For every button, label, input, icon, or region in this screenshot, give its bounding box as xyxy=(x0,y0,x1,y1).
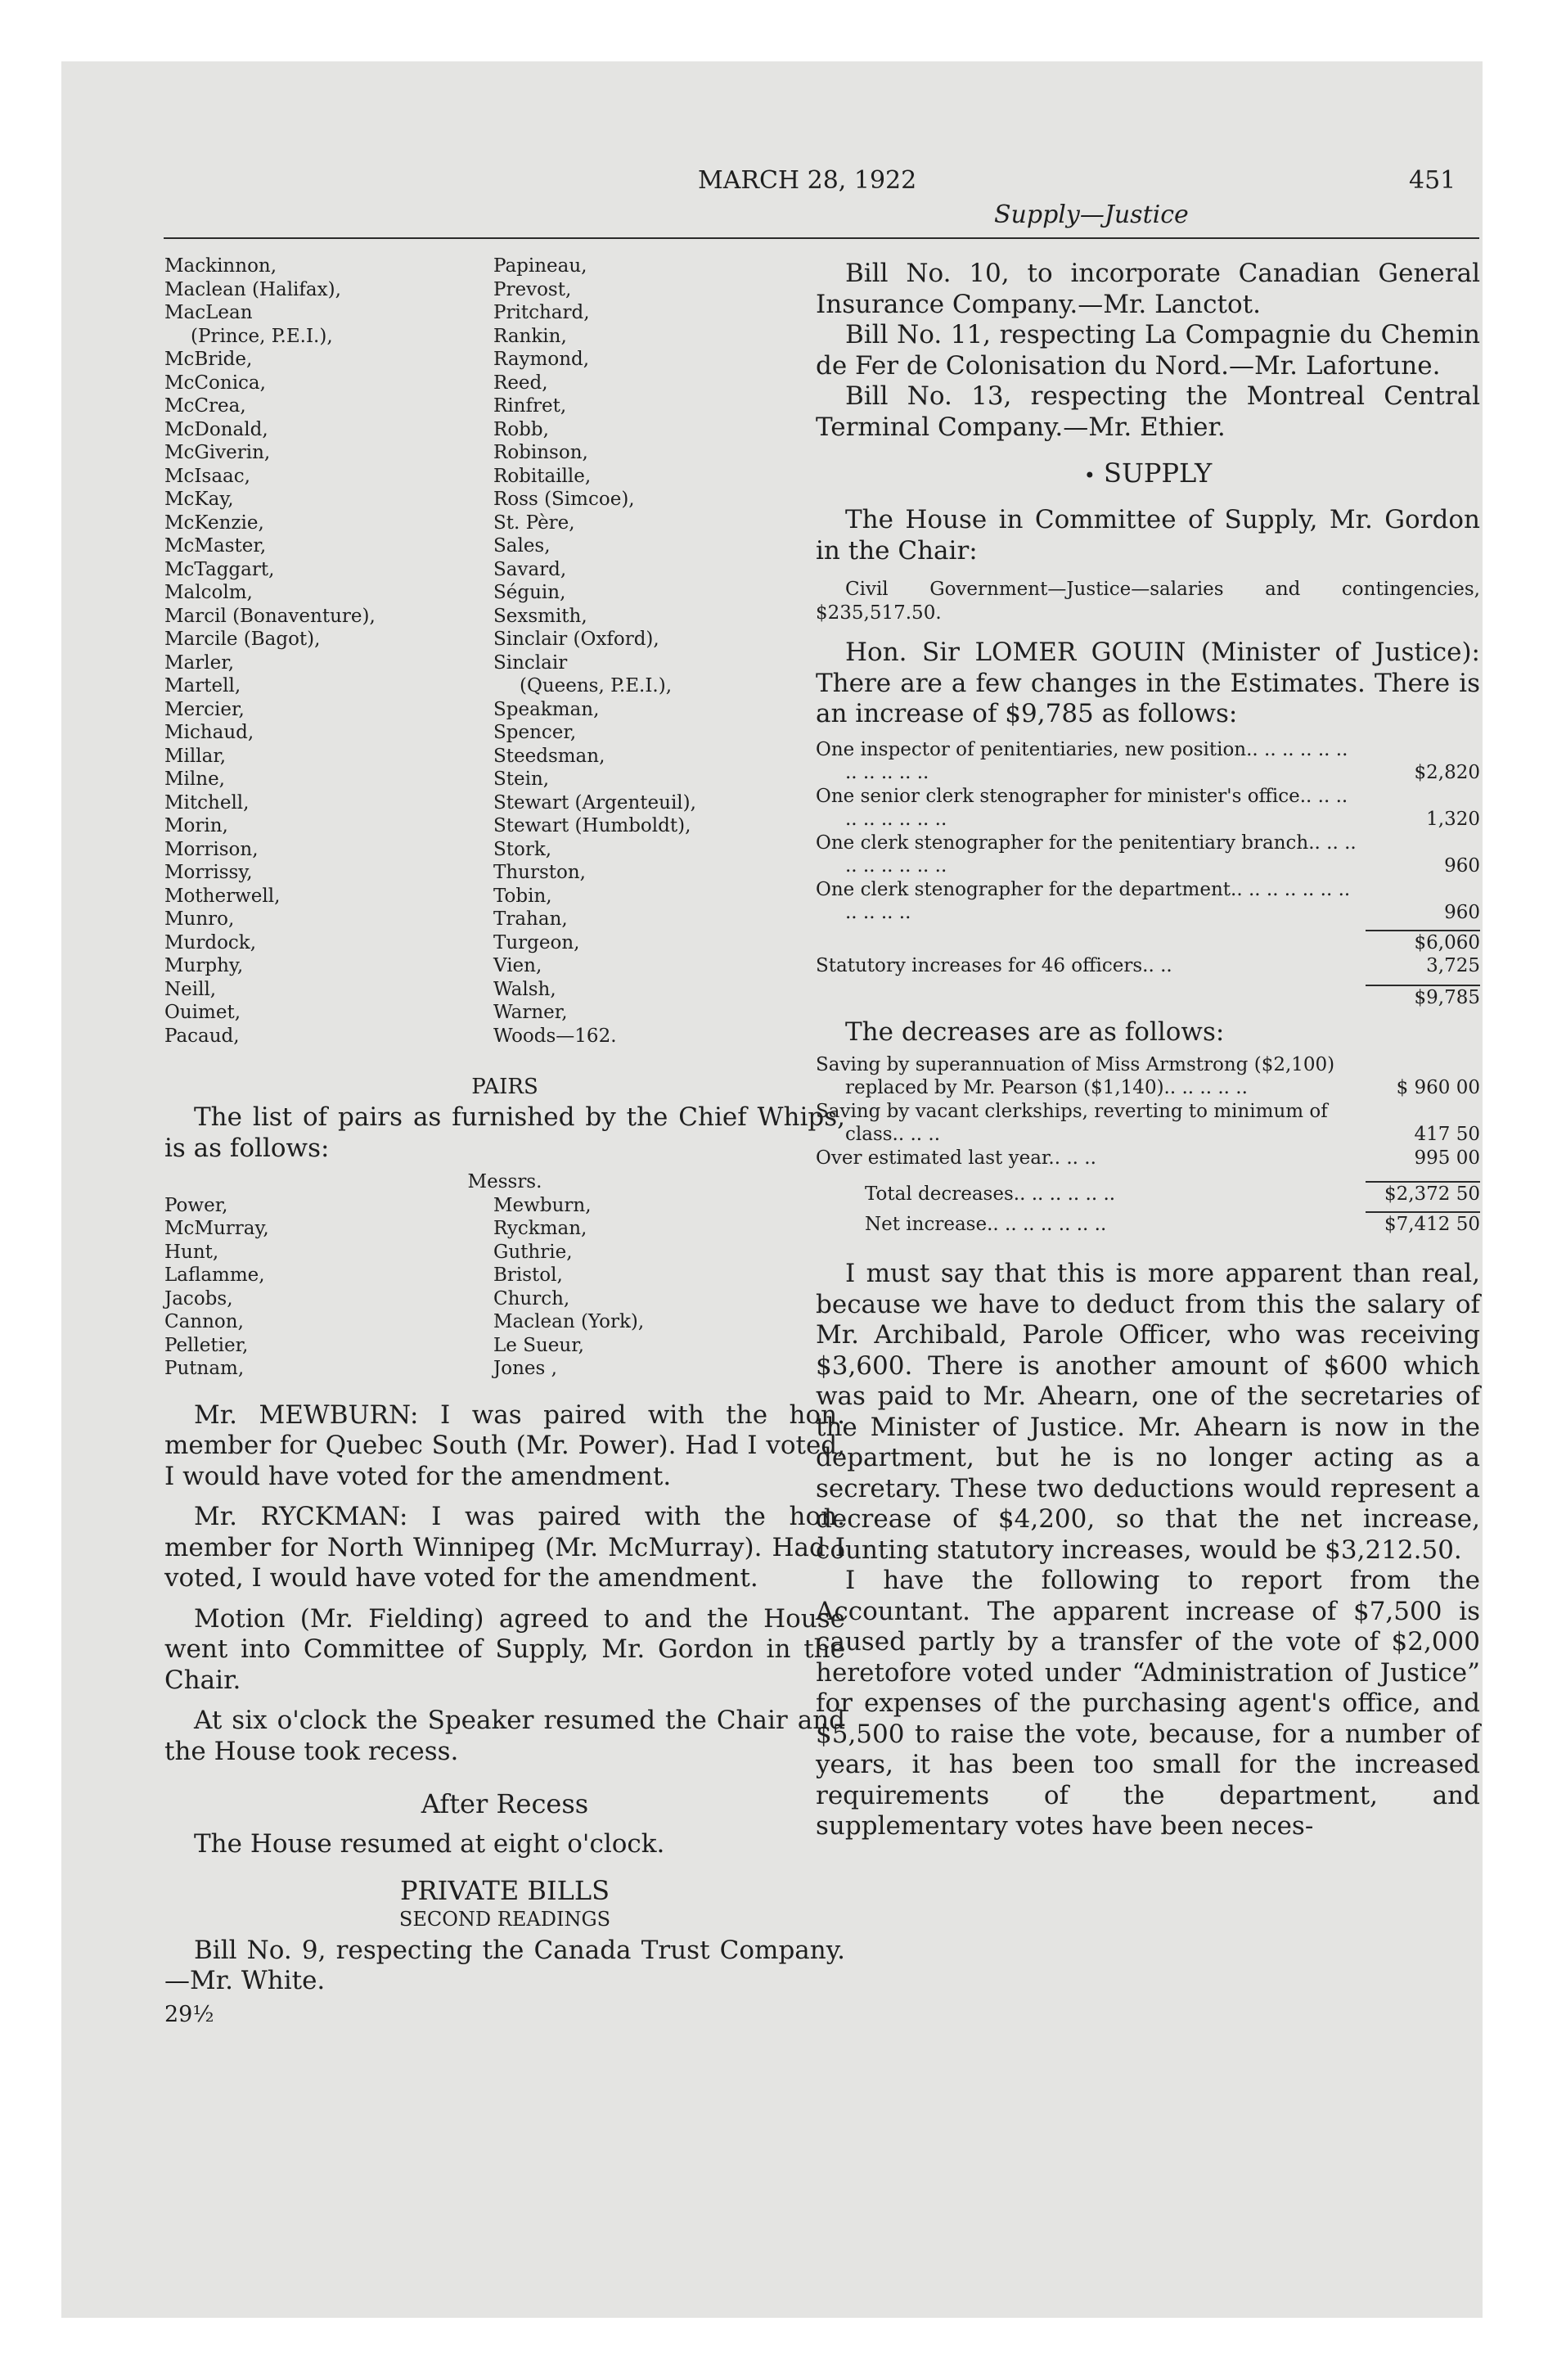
estimate-row xyxy=(816,832,1480,878)
vote-name: Vien, xyxy=(493,955,542,976)
pair-name: Putnam, xyxy=(164,1358,245,1379)
pairs-heading: PAIRS xyxy=(471,1075,538,1099)
estimate-amount: 960 xyxy=(1444,855,1480,877)
page-number: 451 xyxy=(1409,166,1456,195)
vote-name: McKenzie, xyxy=(164,512,264,534)
vote-name: Sinclair xyxy=(493,651,568,674)
pair-name: Maclean (York), xyxy=(493,1311,645,1332)
vote-name: Warner, xyxy=(493,1002,568,1023)
vote-name: Reed, xyxy=(493,372,548,394)
motion-paragraph: Motion (Mr. Fielding) agreed to and the House went into Committee of Supply, Mr. Gordon in the Chair. xyxy=(164,1603,845,1695)
pair-name: Pelletier, xyxy=(164,1334,249,1356)
decreases-table xyxy=(816,1053,1480,1170)
vote-name: (Queens, P.E.I.), xyxy=(520,675,673,696)
net-increase-row xyxy=(816,1211,1480,1237)
vote-name: Morin, xyxy=(164,815,228,836)
subtotal-row xyxy=(816,925,1480,955)
vote-name: Sales, xyxy=(493,535,551,557)
net-increase-amount: $7,412 50 xyxy=(1366,1211,1480,1237)
estimate-row xyxy=(816,738,1480,785)
vote-name: Robitaille, xyxy=(493,465,592,487)
pair-name: Jacobs, xyxy=(164,1287,233,1309)
total-decreases-amount: $2,372 50 xyxy=(1366,1181,1480,1206)
vote-name: Malcolm, xyxy=(164,582,253,603)
vote-name: Stork, xyxy=(493,838,552,860)
bill-9: Bill No. 9, respecting the Canada Trust Company.—Mr. White. xyxy=(164,1935,845,1995)
apparent-paragraph: I must say that this is more apparent than real, because we have to deduct from this the salary of Mr. Archibald, Parole Officer, who was receiving $3,600. There is another amount of $600 which was paid to Mr. Ahearn, one of the secretaries of the Minister of Justice. Mr. Ahearn is now in the department, but he is no longer acting as a secretary. These two deductions would represent a decrease of $4,200, so that the net increase, counting statutory increases, would be $3,212.50. xyxy=(816,1259,1480,1565)
bullet-mark: • xyxy=(1083,464,1096,487)
estimate-amount: 1,320 xyxy=(1426,809,1480,830)
vote-name: Ouimet, xyxy=(164,1002,241,1023)
pair-name: Le Sueur, xyxy=(493,1334,584,1356)
vote-name: Munro, xyxy=(164,908,235,930)
vote-name: Mercier, xyxy=(164,698,245,720)
vote-name: McBride, xyxy=(164,349,253,370)
estimate-label: One clerk stenographer for the penitentiary branch.. .. .. .. .. .. .. .. .. xyxy=(816,832,1357,877)
vote-name: Marcile (Bagot), xyxy=(164,629,321,650)
estimate-label: One clerk stenographer for the department.. .. .. .. .. .. .. .. .. .. .. xyxy=(816,878,1351,923)
vote-name: Neill, xyxy=(164,978,217,1000)
second-readings-heading: SECOND READINGS xyxy=(398,1907,611,1931)
vote-name: Thurston, xyxy=(493,862,586,883)
pair-name: Cannon, xyxy=(164,1311,244,1332)
increases-table xyxy=(816,738,1480,925)
vote-name: McCrea, xyxy=(164,395,246,417)
private-bills-heading: PRIVATE BILLS xyxy=(399,1874,610,1906)
vote-name: Trahan, xyxy=(493,908,568,930)
statutory-amount: 3,725 xyxy=(1426,955,1480,976)
vote-name: Turgeon, xyxy=(493,931,580,953)
vote-name: Marler, xyxy=(164,651,235,674)
vote-name: Marcil (Bonaventure), xyxy=(164,605,376,627)
pair-name: Guthrie, xyxy=(493,1241,573,1263)
subtotal-amount: $6,060 xyxy=(1366,930,1480,955)
pair-name: Power, xyxy=(164,1194,228,1216)
vote-name: Morrison, xyxy=(164,838,259,860)
decreases-intro: The decreases are as follows: xyxy=(845,1017,1225,1047)
vote-name: Stewart (Argenteuil), xyxy=(493,791,696,814)
estimate-amount: 960 xyxy=(1444,902,1480,923)
pair-name: McMurray, xyxy=(164,1218,269,1239)
vote-name: Pacaud, xyxy=(164,1025,240,1047)
vote-name: McIsaac, xyxy=(164,465,250,487)
bill-10: Bill No. 10, to incorporate Canadian General Insurance Company.—Mr. Lanctot. xyxy=(816,259,1480,319)
estimate-label: Saving by superannuation of Miss Armstrong ($2,100) replaced by Mr. Pearson ($1,140).. .. .. .. .. xyxy=(816,1053,1335,1098)
vote-name: Martell, xyxy=(164,675,241,696)
vote-name: Steedsman, xyxy=(493,745,605,767)
vote-name: Prevost, xyxy=(493,278,572,300)
vote-name: Woods—162. xyxy=(493,1025,617,1047)
vote-name: McKay, xyxy=(164,489,234,510)
estimate-row xyxy=(816,785,1480,832)
resumed-paragraph: The House resumed at eight o'clock. xyxy=(194,1829,665,1859)
total-decreases-row xyxy=(816,1181,1480,1206)
vote-name: McConica, xyxy=(164,372,266,394)
pair-name: Church, xyxy=(493,1287,570,1309)
estimate-amount: $2,820 xyxy=(1414,762,1480,783)
accountant-paragraph: I have the following to report from the Accountant. The apparent increase of $7,500 is caused partly by a transfer of the vote of $2,000 heretofore voted under “Administration of Justice” for expenses of the purchasing agent's office, and $5,500 to raise the vote, because, for a number of years, it has been too small for the increased requirements of the department, and supplementary votes have been neces- xyxy=(816,1566,1480,1841)
vote-name: Speakman, xyxy=(493,698,600,720)
vote-name: McDonald, xyxy=(164,418,268,440)
vote-name: Rinfret, xyxy=(493,395,567,417)
vote-name: (Prince, P.E.I.), xyxy=(191,325,333,347)
vote-name: Mackinnon, xyxy=(164,255,277,277)
bill-13: Bill No. 13, respecting the Montreal Central Terminal Company.—Mr. Ethier. xyxy=(816,381,1480,442)
vote-name: Tobin, xyxy=(493,885,552,907)
recess-paragraph: At six o'clock the Speaker resumed the Chair and the House took recess. xyxy=(164,1706,845,1766)
vote-name: Rankin, xyxy=(493,325,567,347)
header-date: MARCH 28, 1922 xyxy=(698,166,917,195)
vote-name: McTaggart, xyxy=(164,558,275,580)
pair-name: Mewburn, xyxy=(493,1194,592,1216)
after-recess-heading: After Recess xyxy=(421,1788,589,1819)
bill-11: Bill No. 11, respecting La Compagnie du Chemin de Fer de Colonisation du Nord.—Mr. Lafortune. xyxy=(816,320,1480,381)
estimate-amount: 995 00 xyxy=(1414,1147,1480,1169)
vote-name: Pritchard, xyxy=(493,302,590,323)
vote-name: Stewart (Humboldt), xyxy=(493,815,691,836)
vote-name: Sinclair (Oxford), xyxy=(493,629,659,650)
vote-name: Mitchell, xyxy=(164,791,250,814)
pair-name: Jones , xyxy=(493,1358,557,1379)
vote-name: Millar, xyxy=(164,745,227,767)
vote-name: MacLean xyxy=(164,302,253,323)
vote-name: Sexsmith, xyxy=(493,605,587,627)
pair-name: Hunt, xyxy=(164,1241,219,1263)
vote-name: Milne, xyxy=(164,769,225,790)
pair-name: Ryckman, xyxy=(493,1218,587,1239)
vote-name: Papineau, xyxy=(493,255,587,277)
pairs-list xyxy=(164,1194,845,1391)
vote-list xyxy=(164,255,845,1073)
signature-mark: 29½ xyxy=(164,2001,214,2027)
total-increase-row xyxy=(816,978,1480,1010)
estimate-row xyxy=(816,878,1480,925)
vote-name: Michaud, xyxy=(164,722,254,743)
vote-name: Robinson, xyxy=(493,442,588,463)
vote-name: St. Père, xyxy=(493,512,575,534)
total-increase-amount: $9,785 xyxy=(1366,985,1480,1010)
estimate-amount: 417 50 xyxy=(1414,1124,1480,1145)
statutory-label: Statutory increases for 46 officers.. .. xyxy=(816,955,1172,976)
header-rule xyxy=(164,237,1479,239)
estimate-label: One senior clerk stenographer for minister's office.. .. .. .. .. .. .. .. .. xyxy=(816,785,1348,830)
vote-list-right xyxy=(493,255,696,1048)
vote-name: Motherwell, xyxy=(164,885,281,907)
vote-name: Séguin, xyxy=(493,582,566,603)
pair-name: Laflamme, xyxy=(164,1264,265,1286)
estimate-label: Saving by vacant clerkships, reverting to minimum of class.. .. .. xyxy=(816,1100,1328,1145)
pairs-intro: The list of pairs as furnished by the Chief Whips, is as follows: xyxy=(164,1102,845,1163)
net-increase-label: Net increase.. .. .. .. .. .. .. xyxy=(865,1213,1107,1235)
vote-name: Ross (Simcoe), xyxy=(493,489,635,510)
page xyxy=(61,61,1483,2318)
mewburn-statement: Mr. MEWBURN: I was paired with the hon. member for Quebec South (Mr. Power). Had I voted, I would have voted for the amendment. xyxy=(164,1400,845,1491)
estimate-label: Over estimated last year.. .. .. xyxy=(816,1147,1096,1169)
right-column xyxy=(816,259,1480,1842)
supply-heading xyxy=(816,458,1480,489)
vote-name: McMaster, xyxy=(164,535,267,557)
pair-name: Bristol, xyxy=(493,1264,563,1286)
vote-name: Murdock, xyxy=(164,931,257,953)
gouin-statement: Hon. Sir LOMER GOUIN (Minister of Justice): There are a few changes in the Estimates. There is an increase of $9,785 as follows: xyxy=(816,638,1480,728)
estimate-row xyxy=(816,1100,1480,1147)
vote-name: Maclean (Halifax), xyxy=(164,278,341,300)
running-title: Supply—Justice xyxy=(994,201,1189,229)
vote-name: Walsh, xyxy=(493,978,556,1000)
estimate-amount: $ 960 00 xyxy=(1396,1077,1480,1098)
left-column xyxy=(164,255,845,2027)
ryckman-statement: Mr. RYCKMAN: I was paired with the hon. member for North Winnipeg (Mr. McMurray). Had I voted, I would have voted for the amendment. xyxy=(164,1502,845,1593)
vote-name: Savard, xyxy=(493,558,567,580)
statutory-row xyxy=(816,954,1480,978)
pairs-list-right xyxy=(493,1194,644,1381)
estimate-row xyxy=(816,1053,1480,1100)
estimate-row xyxy=(816,1147,1480,1170)
committee-paragraph: The House in Committee of Supply, Mr. Gordon in the Chair: xyxy=(816,505,1480,566)
vote-name: Stein, xyxy=(493,769,550,790)
vote-name: Murphy, xyxy=(164,955,244,976)
messrs-label: Messrs. xyxy=(467,1171,542,1192)
supply-heading-text: SUPPLY xyxy=(1104,458,1213,489)
civil-government-item: Civil Government—Justice—salaries and contingencies, $235,517.50. xyxy=(816,579,1480,624)
vote-name: Raymond, xyxy=(493,349,590,370)
vote-name: McGiverin, xyxy=(164,442,271,463)
pairs-list-left xyxy=(164,1194,269,1381)
estimate-label: One inspector of penitentiaries, new position.. .. .. .. .. .. .. .. .. .. .. xyxy=(816,738,1348,783)
vote-name: Spencer, xyxy=(493,722,577,743)
vote-name: Morrissy, xyxy=(164,862,253,883)
vote-list-left xyxy=(164,255,376,1048)
vote-name: Robb, xyxy=(493,418,549,440)
total-decreases-label: Total decreases.. .. .. .. .. .. xyxy=(865,1183,1116,1205)
